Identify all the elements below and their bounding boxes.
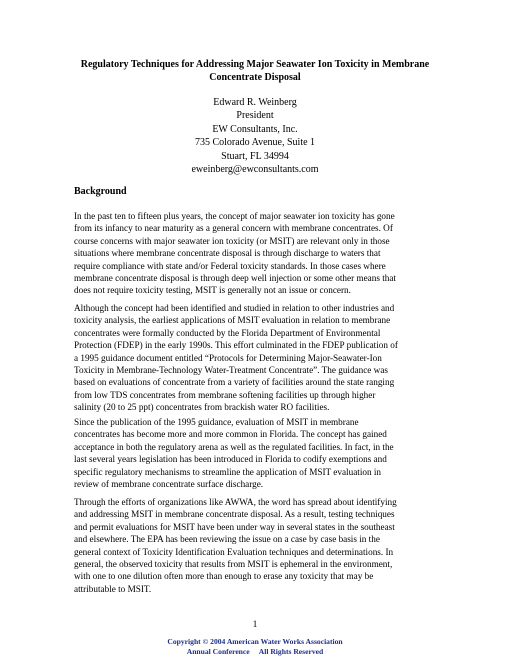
paragraph-line: salinity (20 to 25 ppt) concentrates from brackish water RO facilities. [74, 402, 330, 413]
paragraph-line: require compliance with state and/or Federal toxicity standards. In those cases where [74, 260, 386, 271]
paragraph-line: situations where membrane concentrate disposal is through discharge to waters that [74, 248, 381, 259]
paragraph-line: Protection (FDEP) in the early 1990s. This effort culminated in the FDEP publication of [74, 340, 398, 351]
author-company: EW Consultants, Inc. [212, 123, 298, 135]
title-line-2: Concentrate Disposal [209, 72, 301, 83]
paragraph-line: Since the publication of the 1995 guidance, evaluation of MSIT in membrane [74, 417, 359, 427]
paragraph-line: concentrates were formally conducted by the Florida Department of Environmental [74, 327, 381, 338]
paragraph-line: does not require toxicity testing, MSIT is generally not an issue or concern. [74, 285, 351, 296]
paragraph-line: last several years legislation has been introduced in Florida to codify exemptions and [74, 454, 387, 465]
title-line-1: Regulatory Techniques for Addressing Major Seawater Ion Toxicity in Membrane [80, 59, 430, 70]
author-street-address: 735 Colorado Avenue, Suite 1 [194, 137, 316, 149]
paragraph-line: attributable to MSIT. [74, 583, 152, 594]
paragraph-line: and addressing MSIT in membrane concentrate disposal. As a result, testing techniques [74, 509, 395, 520]
paragraph-line: and permit evaluations for MSIT have been under way in several states in the southeast [74, 521, 395, 532]
paragraph-line: Through the efforts of organizations like AWWA, the word has spread about identifying [74, 497, 397, 507]
author-block [60, 96, 450, 176]
paragraph-line: membrane concentrate disposal is through deep well injection or some other means that [74, 273, 396, 284]
section-heading-background: Background [74, 186, 127, 197]
paragraph-line: from its infancy to near maturity as a general concern with membrane concentrates. Of [74, 223, 393, 234]
paragraph-4 [74, 496, 454, 595]
paragraph-line: with one to one dilution often more than enough to erase any toxicity that may be [74, 571, 374, 582]
author-position: President [236, 110, 274, 122]
paragraph-1 [74, 210, 454, 297]
paragraph-line: course concerns with major seawater ion toxicity (or MSIT) are relevant only in those [74, 235, 390, 246]
conference-rights-line: Annual Conference All Rights Reserved [186, 646, 324, 656]
copyright-line: Copyright © 2004 American Water Works Association [167, 637, 343, 646]
paragraph-line: Although the concept had been identified and studied in relation to other industries and [74, 303, 395, 313]
paragraph-line: and elsewhere. The EPA has been reviewing the issue on a case by case basis in the [74, 534, 380, 545]
paragraph-line: based on evaluations of concentrate from a variety of facilities around the state ranging [74, 377, 395, 388]
author-city-state-zip: Stuart, FL 34994 [221, 150, 289, 162]
paragraph-3 [74, 416, 454, 490]
paragraph-line: from low TDS concentrates from membrane softening facilities up through higher [74, 389, 376, 400]
paragraph-line: Toxicity in Membrane-Technology Water-Treatment Concentrate”. The guidance was [74, 365, 388, 376]
paper-title [60, 58, 450, 84]
paragraph-line: toxicity analysis, the earliest applications of MSIT evaluation in relation to membrane [74, 315, 391, 326]
paragraph-line: review of membrane concentrate surface discharge. [74, 479, 264, 490]
paragraph-line: general, the observed toxicity that results from MSIT is ephemeral in the environment, [74, 559, 393, 570]
author-name: Edward R. Weinberg [213, 97, 297, 108]
paragraph-line: acceptance in both the regulatory arena as well as the regulated facilities. In fact, in the [74, 441, 394, 452]
copyright-footer [110, 637, 400, 656]
page-number: 1 [252, 620, 258, 630]
paragraph-line: In the past ten to fifteen plus years, the concept of major seawater ion toxicity has gone [74, 211, 395, 221]
paragraph-line: concentrates has become more and more common in Florida. The concept has gained [74, 429, 387, 440]
paragraph-2 [74, 302, 454, 414]
paragraph-line: general context of Toxicity Identification Evaluation techniques and determinations. In [74, 546, 394, 557]
paragraph-line: a 1995 guidance document entitled “Protocols for Determining Major-Seawater-Ion [74, 352, 382, 363]
author-email: eweinberg@ewconsultants.com [191, 164, 319, 176]
paragraph-line: specific regulatory mechanisms to streamline the application of MSIT evaluation in [74, 466, 382, 477]
